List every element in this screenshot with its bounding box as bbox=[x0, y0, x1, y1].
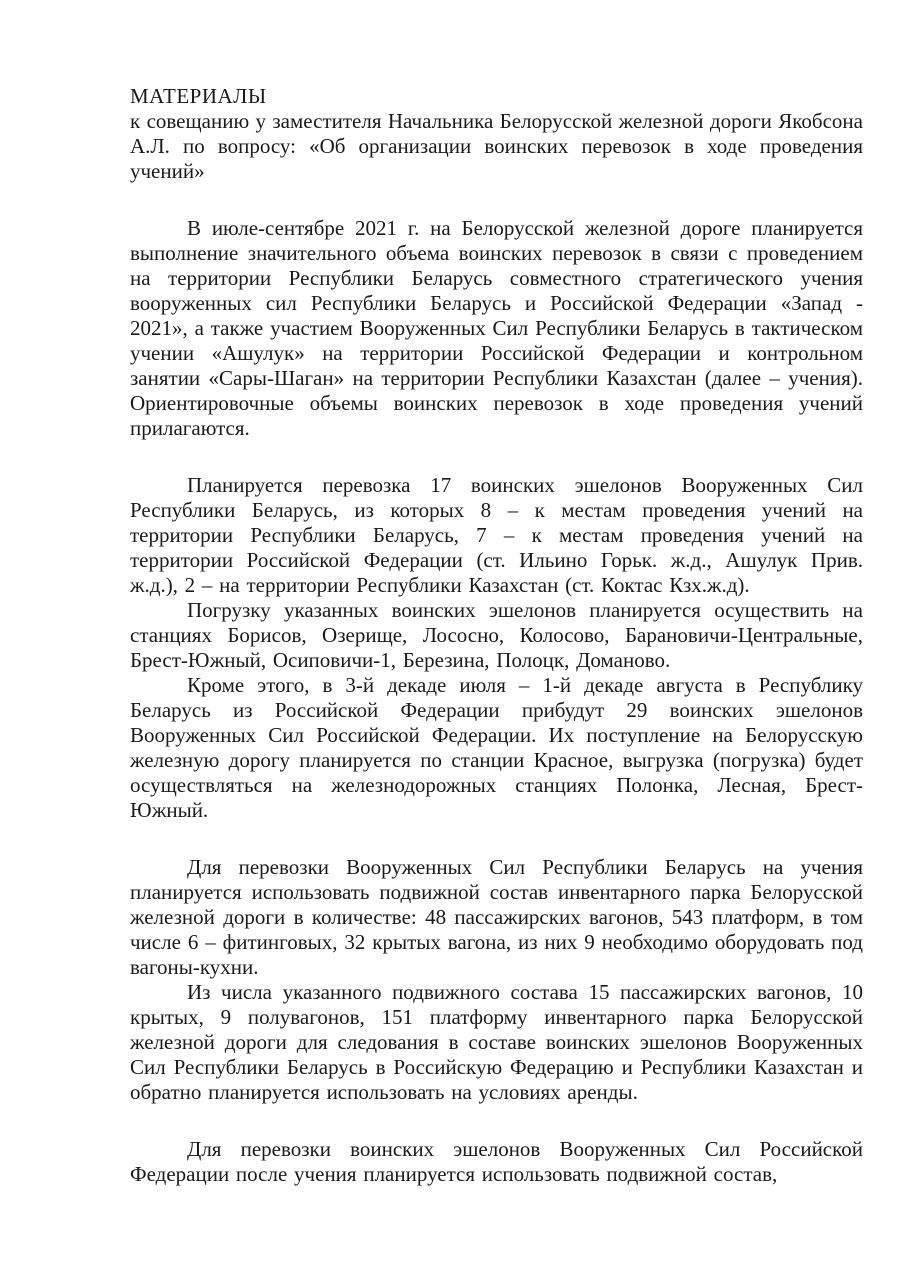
document-body bbox=[130, 216, 863, 1187]
document-paragraph: Для перевозки Вооруженных Сил Республики Беларусь на учения планируется использовать подвижной состав инвентарного парка Белорусской железной дороги в количестве: 48 пассажирских вагонов, 543 платформ, в том числе 6 – фитинговых, 32 крытых вагона, из них 9 необходимо оборудовать под вагоны-кухни. bbox=[130, 855, 863, 979]
document-paragraph: Из числа указанного подвижного состава 15 пассажирских вагонов, 10 крытых, 9 полувагонов, 151 платформу инвентарного парка Белорусской железной дороги для следования в составе воинских эшелонов Вооруженных Сил Республики Беларусь в Российскую Федерацию и Республики Казахстан и обратно планируется использовать на условиях аренды. bbox=[130, 980, 863, 1104]
document-paragraph: В июле-сентябре 2021 г. на Белорусской железной дороге планируется выполнение значительного объема воинских перевозок в связи с проведением на территории Республики Беларусь совместного стратегического учения вооруженных сил Республики Беларусь и Российской Федерации «Запад - 2021», а также участием Вооруженных Сил Республики Беларусь в тактическом учении «Ашулук» на территории Российской Федерации и контрольном занятии «Сары-Шаган» на территории Республики Казахстан (далее – учения). Ориентировочные объемы воинских перевозок в ходе проведения учений прилагаются. bbox=[130, 216, 863, 440]
document-paragraph: Кроме этого, в 3-й декаде июля – 1-й декаде августа в Республику Беларусь из Российской Федерации прибудут 29 воинских эшелонов Вооруженных Сил Российской Федерации. Их поступление на Белорусскую железную дорогу планируется по станции Красное, выгрузка (погрузка) будет осуществляться на железнодорожных станциях Полонка, Лесная, Брест-Южный. bbox=[130, 673, 863, 822]
document-paragraph: Погрузку указанных воинских эшелонов планируется осуществить на станциях Борисов, Озерище, Лососно, Колосово, Барановичи-Центральные, Брест-Южный, Осиповичи-1, Березина, Полоцк, Доманово. bbox=[130, 598, 863, 672]
document-paragraph: Планируется перевозка 17 воинских эшелонов Вооруженных Сил Республики Беларусь, из которых 8 – к местам проведения учений на территории Республики Беларусь, 7 – к местам проведения учений на территории Российской Федерации (ст. Ильино Горьк. ж.д., Ашулук Прив. ж.д.), 2 – на территории Республики Казахстан (ст. Коктас Кзх.ж.д). bbox=[130, 473, 863, 597]
document-subtitle: к совещанию у заместителя Начальника Белорусской железной дороги Якобсона А.Л. по вопросу: «Об организации воинских перевозок в ходе проведения учений» bbox=[130, 109, 863, 183]
document-paragraph: Для перевозки воинских эшелонов Вооруженных Сил Российской Федерации после учения планируется использовать подвижной состав, bbox=[130, 1137, 863, 1186]
document-title: МАТЕРИАЛЫ bbox=[130, 84, 267, 108]
